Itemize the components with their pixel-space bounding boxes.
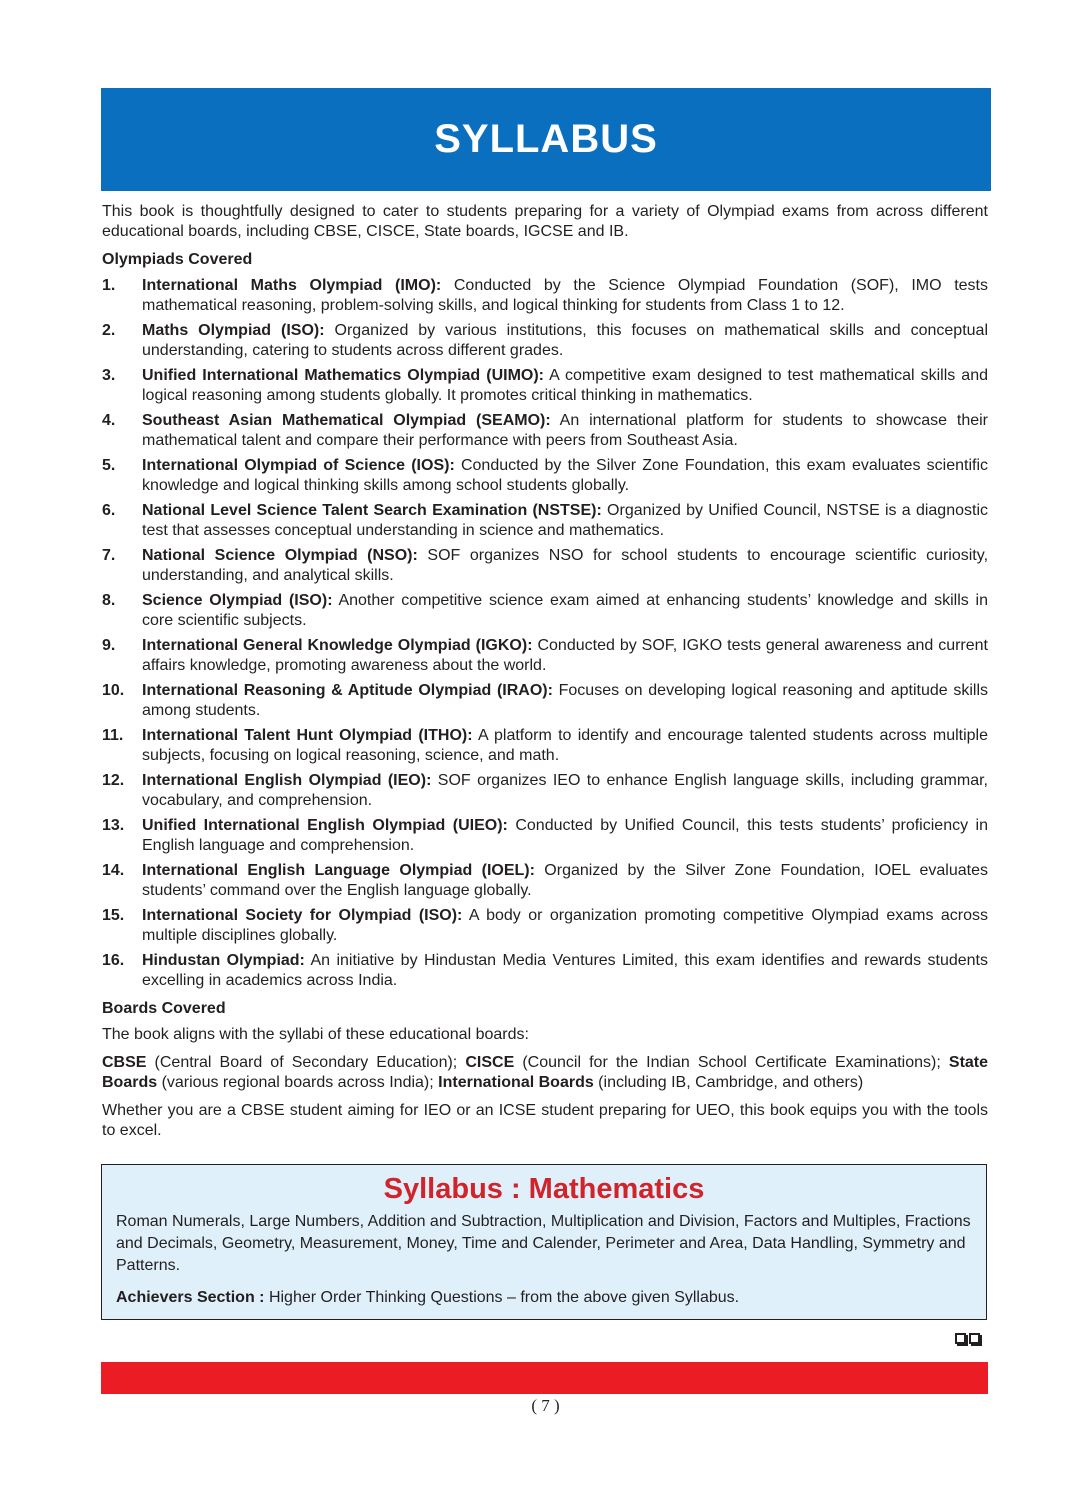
item-number: 6. (102, 502, 116, 519)
olympiad-name: International Reasoning & Aptitude Olympiad (IRAO): (142, 682, 553, 699)
board-cisce-label: CISCE (465, 1054, 515, 1071)
item-text (142, 276, 988, 316)
olympiad-item (102, 636, 988, 676)
item-number: 10. (102, 682, 125, 699)
item-text (142, 411, 988, 451)
item-number: 4. (102, 412, 116, 429)
item-text (142, 591, 988, 631)
item-number: 12. (102, 772, 125, 789)
achievers-section (116, 1287, 972, 1309)
olympiad-item (102, 501, 988, 541)
olympiad-desc: Another competitive science exam aimed at enhancing students’ knowledge and skills in core scientific subjects. (142, 592, 989, 629)
item-text (142, 816, 988, 856)
intro-paragraph: This book is thoughtfully designed to cater to students preparing for a variety of Olympiad exams from across different educational boards, including CBSE, CISCE, State boards, IGCSE and IB. (102, 203, 988, 240)
olympiad-list (102, 276, 988, 991)
item-text (142, 726, 988, 766)
item-number: 15. (102, 907, 125, 924)
olympiad-name: International Maths Olympiad (IMO): (142, 277, 442, 294)
olympiad-item (102, 951, 988, 991)
item-text (142, 951, 988, 991)
item-text (142, 681, 988, 721)
olympiad-item (102, 591, 988, 631)
olympiad-item (102, 861, 988, 901)
item-number: 16. (102, 952, 125, 969)
olympiad-name: International Talent Hunt Olympiad (ITHO): (142, 727, 473, 744)
olympiad-desc: An initiative by Hindustan Media Ventures Limited, this exam identifies and rewards students excelling in academics across India. (142, 952, 988, 989)
olympiad-item (102, 276, 988, 316)
item-text (142, 456, 988, 496)
item-number: 9. (102, 637, 116, 654)
achievers-text: Higher Order Thinking Questions – from the above given Syllabus. (264, 1289, 740, 1306)
board-cbse-label: CBSE (102, 1054, 147, 1071)
olympiad-desc: Organized by various institutions, this focuses on mathematical skills and conceptual understanding, catering to students across different grades. (142, 322, 989, 359)
olympiad-desc: Conducted by the Silver Zone Foundation, this exam evaluates scientific knowledge and logical thinking skills among school students globally. (142, 457, 988, 494)
page-number: ( 7 ) (531, 1396, 560, 1415)
olympiad-desc: Focuses on developing logical reasoning and aptitude skills among students. (142, 682, 989, 719)
item-text (142, 501, 988, 541)
olympiad-item (102, 366, 988, 406)
olympiad-desc: A body or organization promoting competitive Olympiad exams across multiple disciplines globally. (142, 907, 989, 944)
olympiad-name: National Science Olympiad (NSO): (142, 547, 418, 564)
math-syllabus-topics: Roman Numerals, Large Numbers, Addition and Subtraction, Multiplication and Division, Factors and Multiples, Fractions and Decimals, Geometry, Measurement, Money, Time and Calender, Perimeter and Area, Data Handling, Symmetry and Patterns. (116, 1213, 971, 1274)
boards-list (102, 1053, 988, 1093)
olympiad-item (102, 726, 988, 766)
item-number: 7. (102, 547, 116, 564)
box-icon (955, 1333, 966, 1344)
item-number: 3. (102, 367, 116, 384)
board-state-desc: (various regional boards across India); (157, 1074, 439, 1091)
olympiad-desc: Organized by the Silver Zone Foundation, IOEL evaluates students’ command over the English language globally. (142, 862, 988, 899)
olympiad-name: Hindustan Olympiad: (142, 952, 305, 969)
boards-heading: Boards Covered (102, 1000, 226, 1017)
olympiad-desc: Conducted by Unified Council, this tests students’ proficiency in English language and comprehension. (142, 817, 989, 854)
olympiad-name: Southeast Asian Mathematical Olympiad (SEAMO): (142, 412, 551, 429)
item-number: 8. (102, 592, 116, 609)
olympiad-item (102, 546, 988, 586)
olympiad-desc: An international platform for students to showcase their mathematical talent and compare their performance with peers from Southeast Asia. (142, 412, 988, 449)
end-mark-icon (955, 1333, 980, 1344)
olympiad-desc: Organized by Unified Council, NSTSE is a diagnostic test that assesses conceptual understanding in science and mathematics. (142, 502, 988, 539)
olympiad-desc: A competitive exam designed to test mathematical skills and logical reasoning among students globally. It promotes critical thinking in mathematics. (142, 367, 989, 404)
item-text (142, 636, 988, 676)
item-number: 2. (102, 322, 116, 339)
board-cisce-desc: (Council for the Indian School Certificate Examinations); (514, 1054, 949, 1071)
board-intl-label: International Boards (438, 1074, 594, 1091)
page-title: SYLLABUS (434, 117, 658, 161)
item-number: 14. (102, 862, 125, 879)
board-intl-desc: (including IB, Cambridge, and others) (593, 1074, 864, 1091)
olympiad-name: Science Olympiad (ISO): (142, 592, 333, 609)
achievers-label: Achievers Section : (116, 1289, 265, 1306)
item-text (142, 771, 988, 811)
olympiad-name: International Society for Olympiad (ISO): (142, 907, 463, 924)
box-icon (969, 1333, 980, 1344)
olympiad-desc: SOF organizes IEO to enhance English language skills, including grammar, vocabulary, and comprehension. (142, 772, 989, 809)
olympiad-item (102, 456, 988, 496)
olympiad-item (102, 321, 988, 361)
footer-band (101, 1362, 988, 1394)
item-text (142, 321, 988, 361)
olympiad-item (102, 681, 988, 721)
main-content (102, 202, 988, 1149)
item-text (142, 546, 988, 586)
boards-intro: The book aligns with the syllabi of these educational boards: (102, 1026, 529, 1043)
boards-closing: Whether you are a CBSE student aiming for IEO or an ICSE student preparing for UEO, this book equips you with the tools to excel. (102, 1102, 988, 1139)
olympiad-name: Unified International Mathematics Olympiad (UIMO): (142, 367, 545, 384)
olympiad-name: Maths Olympiad (ISO): (142, 322, 325, 339)
olympiad-item (102, 411, 988, 451)
olympiad-desc: SOF organizes NSO for school students to encourage scientific curiosity, understanding, and analytical skills. (142, 547, 989, 584)
math-syllabus-title: Syllabus : Mathematics (383, 1173, 705, 1205)
board-state-label: State Boards (102, 1054, 989, 1091)
olympiad-name: Unified International English Olympiad (UIEO): (142, 817, 508, 834)
math-syllabus-box (101, 1164, 987, 1320)
header-band (101, 88, 991, 191)
olympiad-name: International General Knowledge Olympiad (IGKO): (142, 637, 533, 654)
olympiad-desc: A platform to identify and encourage talented students across multiple subjects, focusing on logical reasoning, science, and math. (142, 727, 988, 764)
item-number: 13. (102, 817, 125, 834)
olympiads-heading: Olympiads Covered (102, 251, 253, 268)
board-cbse-desc: (Central Board of Secondary Education); (146, 1054, 466, 1071)
item-number: 1. (102, 277, 116, 294)
item-text (142, 366, 988, 406)
item-text (142, 906, 988, 946)
olympiad-desc: Conducted by the Science Olympiad Foundation (SOF), IMO tests mathematical reasoning, problem-solving skills, and logical thinking for students from Class 1 to 12. (142, 277, 988, 314)
olympiad-name: International English Language Olympiad (IOEL): (142, 862, 535, 879)
olympiad-item (102, 906, 988, 946)
olympiad-item (102, 816, 988, 856)
olympiad-name: National Level Science Talent Search Examination (NSTSE): (142, 502, 602, 519)
item-number: 11. (102, 727, 124, 744)
olympiad-name: International English Olympiad (IEO): (142, 772, 432, 789)
item-text (142, 861, 988, 901)
item-number: 5. (102, 457, 116, 474)
olympiad-name: International Olympiad of Science (IOS): (142, 457, 455, 474)
olympiad-desc: Conducted by SOF, IGKO tests general awareness and current affairs knowledge, promoting awareness about the world. (142, 637, 988, 674)
olympiad-item (102, 771, 988, 811)
